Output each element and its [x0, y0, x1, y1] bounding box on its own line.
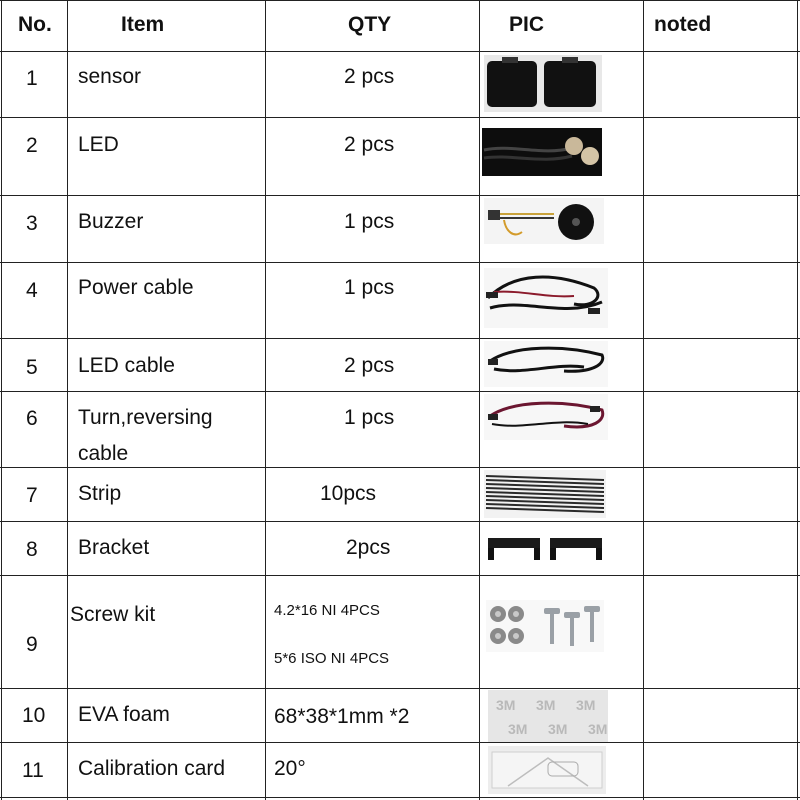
- sensor-box-photo: [484, 55, 602, 112]
- row-item: Screw kit: [70, 603, 156, 626]
- row-qty-line1: 4.2*16 NI 4PCS: [274, 602, 380, 619]
- screw-kit-photo: [486, 600, 604, 652]
- row-item: Buzzer: [78, 210, 144, 233]
- eva-foam-photo: [488, 690, 608, 742]
- row-qty: 1 pcs: [344, 406, 395, 429]
- foam-label: 3M: [496, 697, 516, 713]
- led-light-photo: [482, 128, 602, 176]
- calibration-card-photo: [488, 746, 606, 794]
- row-item: Bracket: [78, 536, 150, 559]
- row-item: EVA foam: [78, 703, 170, 726]
- row-item-line2: cable: [78, 442, 129, 465]
- bracket-photo: [484, 530, 606, 568]
- header-noted: noted: [654, 13, 712, 36]
- row-number: 11: [22, 759, 44, 782]
- foam-label: 3M: [588, 721, 608, 737]
- row-number: 9: [26, 633, 38, 656]
- row-item: LED: [78, 133, 119, 156]
- foam-label: 3M: [508, 721, 528, 737]
- foam-label: 3M: [548, 721, 568, 737]
- buzzer-photo: [484, 198, 604, 244]
- row-number: 2: [26, 134, 38, 157]
- row-item-line1: Turn,reversing: [78, 406, 213, 429]
- row-item: sensor: [78, 65, 142, 88]
- row-item: Calibration card: [78, 757, 226, 780]
- row-number: 3: [26, 212, 38, 235]
- foam-label: 3M: [576, 697, 596, 713]
- foam-label: 3M: [536, 697, 556, 713]
- row-qty: 1 pcs: [344, 210, 395, 233]
- header-pic: PIC: [509, 13, 545, 36]
- row-qty: 10pcs: [320, 482, 377, 505]
- row-number: 6: [26, 407, 38, 430]
- led-cable-photo: [484, 341, 608, 387]
- cable-ties-photo: [484, 470, 606, 518]
- row-qty: 2 pcs: [344, 65, 395, 88]
- row-number: 7: [26, 484, 38, 507]
- row-qty: 68*38*1mm *2: [274, 705, 410, 728]
- row-number: 10: [22, 704, 46, 727]
- row-number: 8: [26, 538, 38, 561]
- header-item: Item: [121, 13, 165, 36]
- row-number: 4: [26, 279, 38, 302]
- power-cable-photo: [484, 268, 608, 328]
- row-qty: 20°: [274, 757, 306, 780]
- row-number: 1: [26, 67, 38, 90]
- header-qty: QTY: [348, 13, 392, 36]
- row-number: 5: [26, 356, 38, 379]
- row-item: Power cable: [78, 276, 194, 299]
- row-item: Strip: [78, 482, 122, 505]
- row-item: LED cable: [78, 354, 175, 377]
- row-qty: 1 pcs: [344, 276, 395, 299]
- turn-reversing-cable-photo: [484, 394, 608, 440]
- row-qty: 2 pcs: [344, 354, 395, 377]
- header-no: No.: [18, 13, 52, 36]
- row-qty: 2 pcs: [344, 133, 395, 156]
- row-qty: 2pcs: [346, 536, 391, 559]
- row-qty-line2: 5*6 ISO NI 4PCS: [274, 650, 390, 667]
